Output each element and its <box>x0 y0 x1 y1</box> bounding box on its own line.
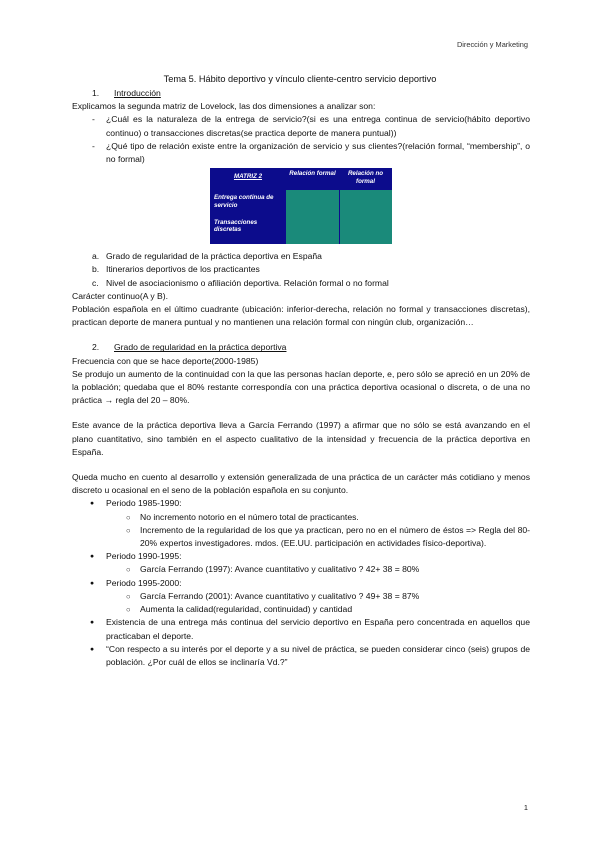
point-text: Itinerarios deportivos de los practicantes <box>106 264 260 275</box>
page-number: 1 <box>523 803 528 812</box>
matrix-corner: MATRIZ 2 <box>210 168 286 190</box>
document-body <box>72 87 530 669</box>
section-1-title: Introducción <box>114 88 161 98</box>
matrix-cell-formal <box>286 190 339 244</box>
section-2-number: 2. <box>92 342 100 353</box>
matrix-row-discretas: Transacciones discretas <box>214 219 258 234</box>
paragraph-queda-mucho: Queda mucho en cuento al desarrollo y extensión generalizada de una práctica de un carácter más cotidiano y menos discreto u ocasional en el seno de la población española en su conjunto. <box>72 472 530 496</box>
section-2-title: Grado de regularidad en la práctica deportiva <box>114 342 287 353</box>
point-label: b. <box>92 264 100 275</box>
extra-bullet: ● Existencia de una entrega más continua del servicio deportivo en España pero concentrada en aquellos que practicaban el deporte. <box>72 616 530 642</box>
period-subitem: ○ García Ferrando (1997): Avance cuantitativo y cualitativo ? 42+ 38 = 80% <box>72 563 530 576</box>
period-subitem: ○ No incremento notorio en el número total de practicantes. <box>72 511 530 524</box>
matrix-col-no-formal: Relación no formal <box>339 168 392 190</box>
frequency-line: Frecuencia con que se hace deporte(2000-1985) <box>72 355 259 366</box>
question-item: - ¿Qué tipo de relación existe entre la organización de servicio y sus clientes?(relación formal, “membership”, o no formal) <box>72 140 530 166</box>
matrix-col-formal: Relación formal <box>286 168 339 190</box>
extra-bullet: ● “Con respecto a su interés por el deporte y a su nivel de práctica, se pueden considerar cinco (seis) grupos de población. ¿Por cuál de ellos se inclinaría Vd.?” <box>72 643 530 669</box>
section-1-intro: Explicamos la segunda matriz de Lovelock, las dos dimensiones a analizar son: <box>72 101 376 112</box>
point-label: c. <box>92 277 99 288</box>
matrix-row-continua: Entrega continua de servicio <box>214 194 274 209</box>
point-text: Nivel de asociacionismo o afiliación deportiva. Relación formal o no formal <box>106 277 389 288</box>
running-header: Dirección y Marketing <box>456 40 528 49</box>
paragraph-garcia-ferrando: Este avance de la práctica deportiva lleva a García Ferrando (1997) a afirmar que no sólo se está avanzando en el plano cuantitativo, sino también en el aspecto cualitativo de la intensidad y frecuencia de la práctica deportiva en España. <box>72 420 530 457</box>
point-item <box>72 263 530 276</box>
poblacion-paragraph: Población española en el último cuadrante (ubicación: inferior-derecha, relación no formal y transacciones discretas), practican deporte de manera puntual y no mantienen una relación formal con ningún club, organización… <box>72 304 530 328</box>
document-title: Tema 5. Hábito deportivo y vínculo cliente-centro servicio deportivo <box>163 74 437 84</box>
period-item: ● Periodo 1990-1995: <box>72 550 530 563</box>
question-item: - ¿Cuál es la naturaleza de la entrega de servicio?(si es una entrega continua de servicio(hábito deportivo continuo) o transacciones discretas(se practica deporte de manera puntual)) <box>72 113 530 139</box>
period-item: ● Periodo 1985-1990: <box>72 497 530 510</box>
point-item <box>72 250 530 263</box>
period-subitem: ○ Incremento de la regularidad de los que ya practican, pero no en el número de éstos => Regla del 80-20% expertos investigadores. mdos. (EE.UU. participación en actividades físico-deportiva). <box>72 524 530 550</box>
paragraph-20-80: Se produjo un aumento de la continuidad con la que las personas hacían deporte, e, pero sólo se apreció en un 20% de la población; quedaba que el 80% restante correspondía con una práctica deportiva ocasional o discreta, o de una no práctica → regla del 20 – 80%. <box>72 368 530 406</box>
section-1-heading <box>72 87 530 100</box>
period-item: ● Periodo 1995-2000: <box>72 577 530 590</box>
matrix-row-labels <box>210 190 286 244</box>
point-item <box>72 277 530 290</box>
lovelock-matrix <box>210 168 392 244</box>
point-text: Grado de regularidad de la práctica deportiva en España <box>106 251 322 262</box>
period-subitem: ○ Aumenta la calidad(regularidad, continuidad) y cantidad <box>72 603 530 616</box>
matrix-cell-no-formal <box>339 190 392 244</box>
point-label: a. <box>92 251 100 262</box>
section-1-number: 1. <box>92 88 100 98</box>
period-subitem: ○ García Ferrando (2001): Avance cuantitativo y cualitativo ? 49+ 38 = 87% <box>72 590 530 603</box>
section-2-heading <box>72 341 530 354</box>
caracter-line: Carácter continuo(A y B). <box>72 290 169 301</box>
